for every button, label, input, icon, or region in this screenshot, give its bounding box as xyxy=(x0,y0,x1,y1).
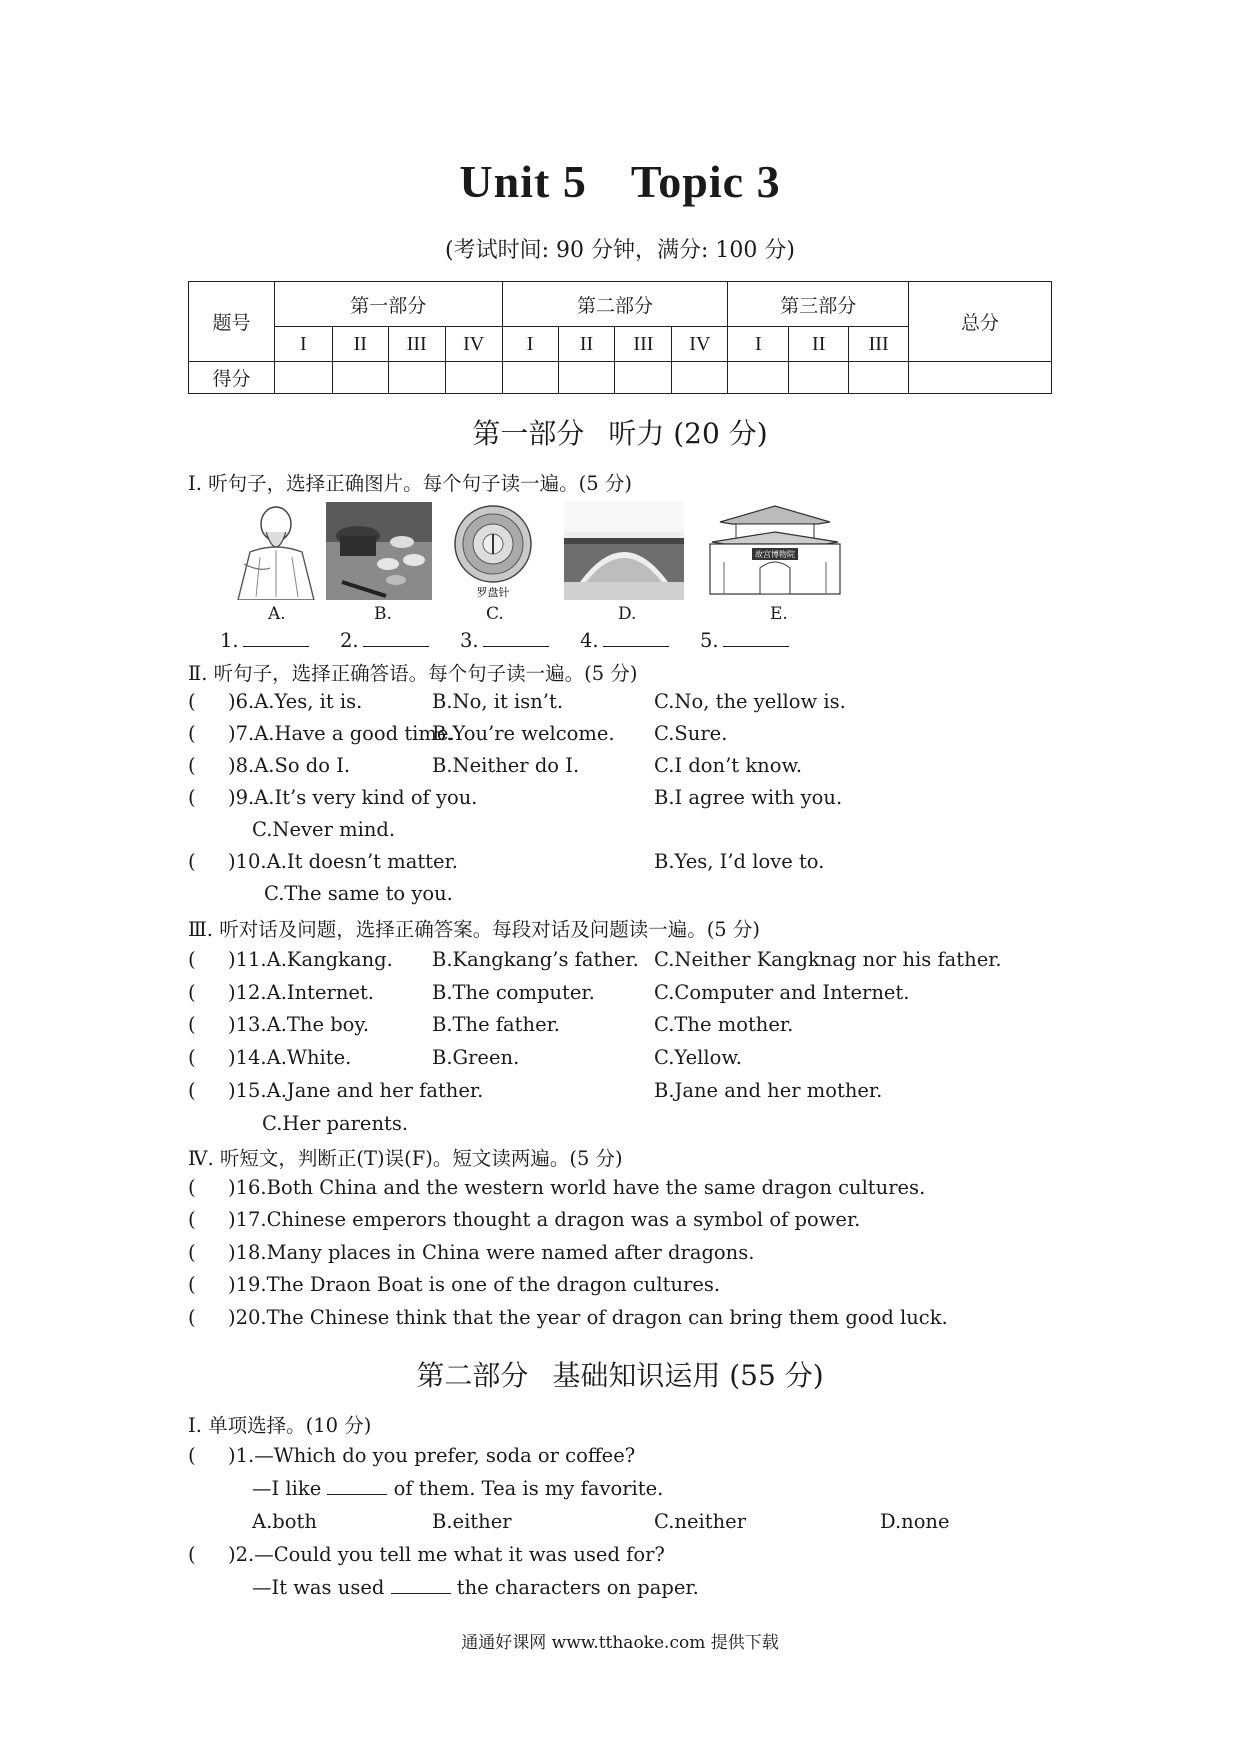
score-cell[interactable] xyxy=(332,362,388,394)
section1-title-part: 第一部分 xyxy=(472,417,585,450)
th-sub: III xyxy=(615,327,672,362)
statement: )20.The Chinese think that the year of dragon can bring them good luck. xyxy=(228,1306,948,1329)
question-14 xyxy=(188,1046,351,1069)
stem-part: of them. Tea is my favorite. xyxy=(393,1477,664,1500)
score-cell[interactable] xyxy=(849,362,909,394)
answer-paren[interactable]: ( xyxy=(188,1241,196,1264)
answer-paren[interactable]: ( xyxy=(188,690,196,713)
stem-part: —It was used xyxy=(252,1576,385,1599)
question-p2-1 xyxy=(188,1444,635,1467)
question-p2-1-line2 xyxy=(252,1477,663,1500)
section2-title xyxy=(0,1354,1240,1394)
option-c: C.neither xyxy=(654,1510,747,1533)
answer-paren[interactable]: ( xyxy=(188,850,196,873)
option-c: C.The same to you. xyxy=(264,882,453,905)
answer-paren[interactable]: ( xyxy=(188,1444,196,1467)
option-c: C.Her parents. xyxy=(262,1112,409,1135)
answer-blank-3[interactable] xyxy=(460,629,549,652)
question-11 xyxy=(188,948,393,971)
score-cell[interactable] xyxy=(728,362,789,394)
th-sub: IV xyxy=(672,327,728,362)
score-cell[interactable] xyxy=(388,362,445,394)
option-b: B.The father. xyxy=(432,1013,560,1036)
option-b: B.The computer. xyxy=(432,981,595,1004)
answer-paren[interactable]: ( xyxy=(188,1046,196,1069)
th-sub: IV xyxy=(445,327,502,362)
option-a: )14.A.White. xyxy=(228,1046,352,1069)
stem-part: —I like xyxy=(252,1477,322,1500)
answer-blank-4[interactable] xyxy=(580,629,669,652)
question-p2-2-line2 xyxy=(252,1576,699,1599)
option-c: C.Yellow. xyxy=(654,1046,742,1069)
s3-heading: Ⅲ. 听对话及问题，选择正确答案。每段对话及问题读一遍。(5 分) xyxy=(188,918,761,941)
answer-paren[interactable]: ( xyxy=(188,981,196,1004)
s1-heading: Ⅰ. 听句子，选择正确图片。每个句子读一遍。(5 分) xyxy=(188,472,632,495)
picture-c-compass-icon xyxy=(448,502,538,624)
option-a: )10.A.It doesn’t matter. xyxy=(228,850,458,873)
option-c: C.Never mind. xyxy=(252,818,396,841)
question-9 xyxy=(188,786,478,809)
blank-number: 2. xyxy=(340,629,359,652)
th-sub: III xyxy=(388,327,445,362)
th-part2: 第二部分 xyxy=(502,282,728,327)
option-b: B.Kangkang’s father. xyxy=(432,948,639,971)
answer-paren[interactable]: ( xyxy=(188,722,196,745)
th-sub: I xyxy=(728,327,789,362)
question-17 xyxy=(188,1208,860,1231)
th-sub: II xyxy=(789,327,849,362)
question-20 xyxy=(188,1306,948,1329)
s2-heading: Ⅱ. 听句子，选择正确答语。每个句子读一遍。(5 分) xyxy=(188,662,638,685)
option-a: )6.A.Yes, it is. xyxy=(228,690,363,713)
answer-blank-1[interactable] xyxy=(220,629,309,652)
th-total: 总分 xyxy=(909,282,1052,362)
blank-number: 1. xyxy=(220,629,239,652)
question-15 xyxy=(188,1079,483,1102)
picture-a-sage-icon xyxy=(230,502,322,624)
question-8 xyxy=(188,754,350,777)
answer-paren[interactable]: ( xyxy=(188,1273,196,1296)
s4-heading: Ⅳ. 听短文，判断正(T)误(F)。短文读两遍。(5 分) xyxy=(188,1147,623,1170)
page-title xyxy=(0,155,1240,208)
statement: )18.Many places in China were named after dragons. xyxy=(228,1241,755,1264)
section1-title-subject: 听力 (20 分) xyxy=(608,417,768,450)
th-question-number: 题号 xyxy=(189,282,275,362)
picture-label: C. xyxy=(486,604,504,624)
score-table xyxy=(188,281,1052,394)
score-cell[interactable] xyxy=(615,362,672,394)
th-sub: II xyxy=(558,327,615,362)
picture-label: A. xyxy=(268,604,286,624)
score-cell[interactable] xyxy=(274,362,332,394)
option-b: B.either xyxy=(432,1510,512,1533)
page-footer: 通通好课网 www.tthaoke.com 提供下载 xyxy=(461,1633,779,1653)
option-c: C.No, the yellow is. xyxy=(654,690,846,713)
exam-info: (考试时间: 90 分钟，满分: 100 分) xyxy=(445,238,795,263)
question-10 xyxy=(188,850,458,873)
option-b: B.No, it isn’t. xyxy=(432,690,564,713)
statement: )17.Chinese emperors thought a dragon was a symbol of power. xyxy=(228,1208,861,1231)
score-cell[interactable] xyxy=(558,362,615,394)
option-a: )15.A.Jane and her father. xyxy=(228,1079,484,1102)
picture-label: E. xyxy=(770,604,788,624)
option-b: B.You’re welcome. xyxy=(432,722,615,745)
option-a: )8.A.So do I. xyxy=(228,754,351,777)
th-sub: I xyxy=(274,327,332,362)
option-a: )7.A.Have a good time. xyxy=(228,722,455,745)
answer-paren[interactable]: ( xyxy=(188,1306,196,1329)
answer-paren[interactable]: ( xyxy=(188,1079,196,1102)
blank-number: 3. xyxy=(460,629,479,652)
statement: )16.Both China and the western world have the same dragon cultures. xyxy=(228,1176,926,1199)
question-stem: )2.—Could you tell me what it was used for? xyxy=(228,1543,665,1566)
option-b: B.I agree with you. xyxy=(654,786,843,809)
score-cell[interactable] xyxy=(445,362,502,394)
question-p2-2 xyxy=(188,1543,665,1566)
question-6 xyxy=(188,690,362,713)
answer-paren[interactable]: ( xyxy=(188,1176,196,1199)
picture-e-palace-gate-icon xyxy=(700,502,850,624)
question-19 xyxy=(188,1273,720,1296)
picture-d-bridge-icon xyxy=(564,502,684,624)
question-12 xyxy=(188,981,374,1004)
option-c: C.Computer and Internet. xyxy=(654,981,910,1004)
total-score-cell[interactable] xyxy=(909,362,1052,394)
stem-part: the characters on paper. xyxy=(456,1576,699,1599)
picture-b-tea-set-icon xyxy=(326,502,432,624)
answer-blank-2[interactable] xyxy=(340,629,429,652)
answer-paren[interactable]: ( xyxy=(188,754,196,777)
question-stem: )1.—Which do you prefer, soda or coffee? xyxy=(228,1444,636,1467)
fill-blank[interactable] xyxy=(391,1592,451,1594)
question-7 xyxy=(188,722,455,745)
option-b: B.Green. xyxy=(432,1046,520,1069)
th-part1: 第一部分 xyxy=(274,282,502,327)
th-sub: I xyxy=(502,327,558,362)
option-b: B.Neither do I. xyxy=(432,754,580,777)
gate-sign: 故宫博物院 xyxy=(755,550,795,559)
statement: )19.The Draon Boat is one of the dragon cultures. xyxy=(228,1273,721,1296)
title-unit: Unit 5 xyxy=(459,156,587,207)
question-13 xyxy=(188,1013,369,1036)
answer-paren[interactable]: ( xyxy=(188,948,196,971)
option-b: B.Yes, I’d love to. xyxy=(654,850,825,873)
blank-number: 4. xyxy=(580,629,599,652)
option-c: C.Sure. xyxy=(654,722,728,745)
question-16 xyxy=(188,1176,925,1199)
answer-blank-5[interactable] xyxy=(700,629,789,652)
s2-1-heading: Ⅰ. 单项选择。(10 分) xyxy=(188,1414,372,1437)
picture-options xyxy=(230,502,870,622)
blank-number: 5. xyxy=(700,629,719,652)
option-a: A.both xyxy=(252,1510,317,1533)
option-d: D.none xyxy=(880,1510,950,1533)
answer-paren[interactable]: ( xyxy=(188,786,196,809)
picture-label: B. xyxy=(374,604,392,624)
score-cell[interactable] xyxy=(502,362,558,394)
option-c: C.Neither Kangknag nor his father. xyxy=(654,948,1002,971)
option-b: B.Jane and her mother. xyxy=(654,1079,883,1102)
picture-label: D. xyxy=(618,604,637,624)
section2-title-subject: 基础知识运用 (55 分) xyxy=(552,1359,824,1392)
th-sub: III xyxy=(849,327,909,362)
th-part3: 第三部分 xyxy=(728,282,909,327)
compass-caption: 罗盘针 xyxy=(476,586,510,599)
title-topic: Topic 3 xyxy=(630,156,781,207)
question-18 xyxy=(188,1241,754,1264)
answer-paren[interactable]: ( xyxy=(188,1013,196,1036)
fill-blank[interactable] xyxy=(327,1493,387,1495)
option-a: )13.A.The boy. xyxy=(228,1013,370,1036)
score-cell[interactable] xyxy=(789,362,849,394)
option-a: )12.A.Internet. xyxy=(228,981,374,1004)
option-c: C.The mother. xyxy=(654,1013,794,1036)
score-cell[interactable] xyxy=(672,362,728,394)
score-row-label: 得分 xyxy=(189,362,275,394)
option-a: )9.A.It’s very kind of you. xyxy=(228,786,478,809)
option-c: C.I don’t know. xyxy=(654,754,803,777)
option-a: )11.A.Kangkang. xyxy=(228,948,393,971)
answer-paren[interactable]: ( xyxy=(188,1208,196,1231)
th-sub: II xyxy=(332,327,388,362)
section2-title-part: 第二部分 xyxy=(416,1359,529,1392)
answer-paren[interactable]: ( xyxy=(188,1543,196,1566)
section1-title xyxy=(0,412,1240,452)
